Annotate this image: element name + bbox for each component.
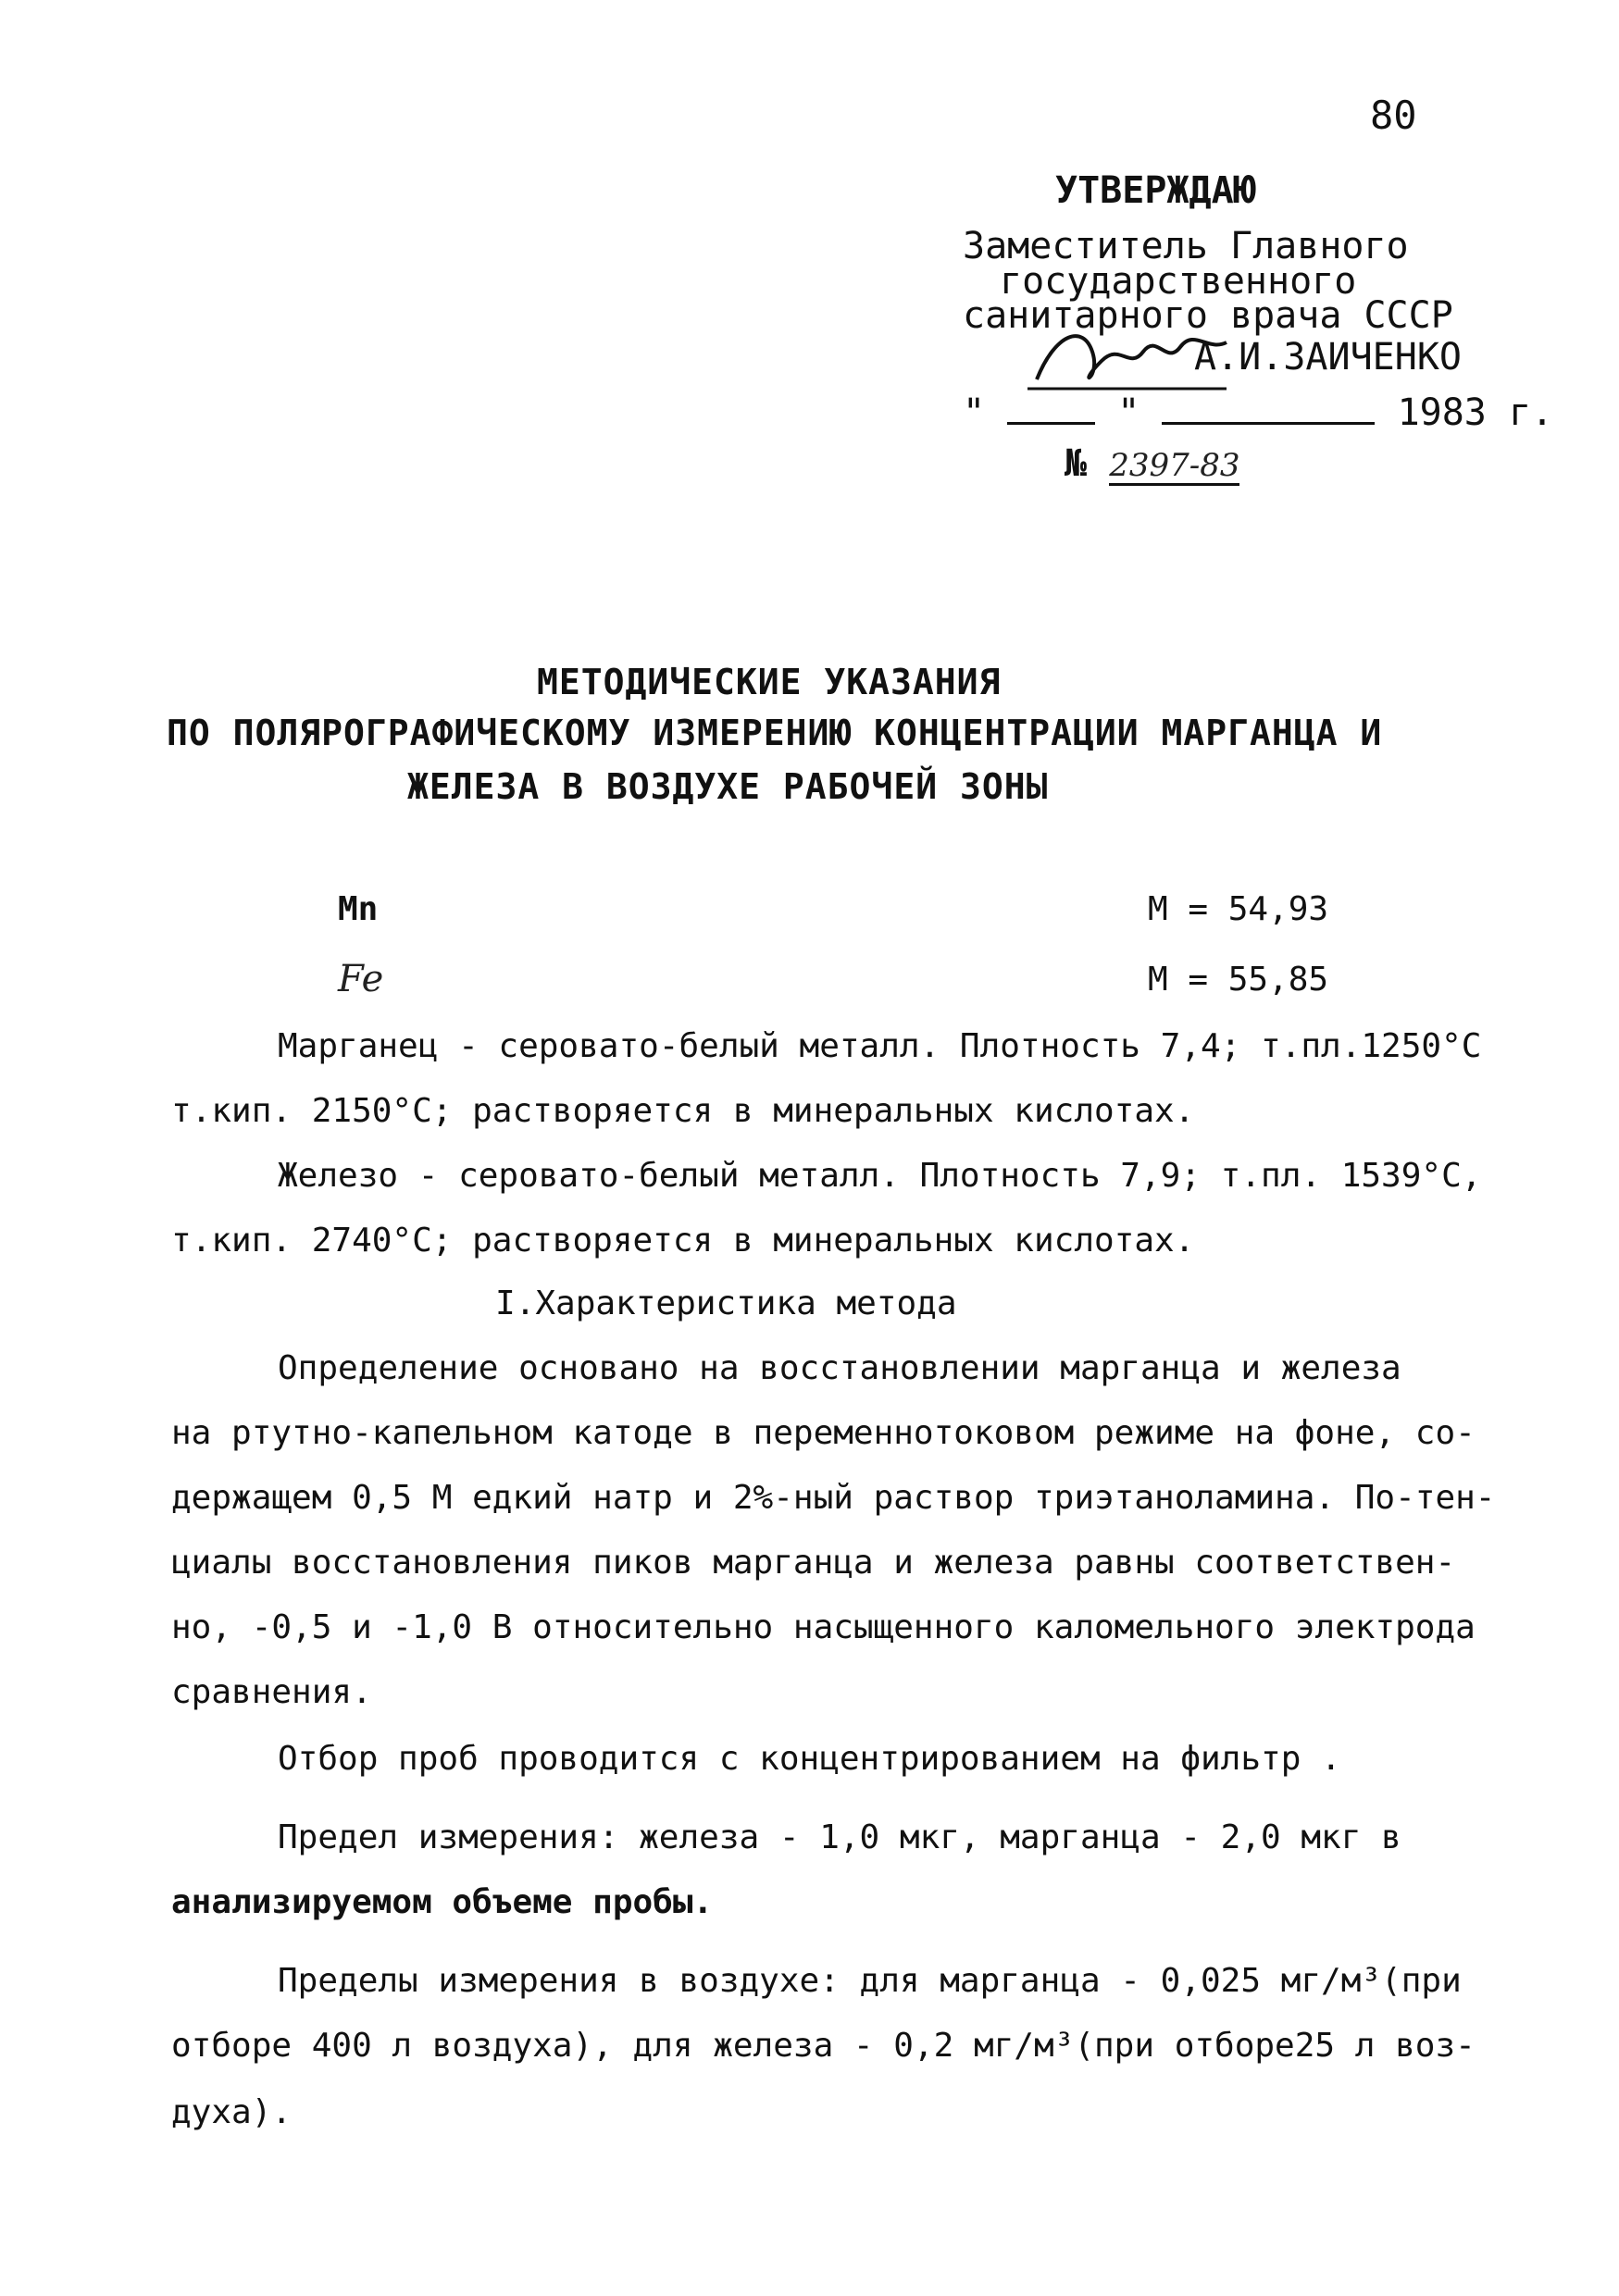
title-line2: ПО ПОЛЯРОГРАФИЧЕСКОМУ ИЗМЕРЕНИЮ КОНЦЕНТРАЦИИ МАРГАНЦА И xyxy=(167,713,1383,753)
limit-paragraph-line1: Предел измерения: железа - 1,0 мкг, марганца - 2,0 мкг в xyxy=(278,1818,1401,1856)
limit-paragraph-line2: анализируемом объеме пробы. xyxy=(171,1883,714,1921)
section-heading-method: I.Характеристика метода xyxy=(495,1285,957,1322)
approval-position-line3: санитарного врача СССР xyxy=(963,294,1453,337)
page-number: 80 xyxy=(1370,93,1417,138)
sampling-paragraph: Отбор проб проводится с концентрированием на фильтр . xyxy=(278,1740,1341,1778)
air-limit-paragraph-line2: отборе 400 л воздуха), для железа - 0,2 мг/м³(при отборе25 л воз- xyxy=(171,2027,1476,2065)
mn-description-line1: Марганец - серовато-белый металл. Плотность 7,4; т.пл.1250°С xyxy=(278,1027,1482,1065)
method-paragraph-line5: но, -0,5 и -1,0 В относительно насыщенного каломельного электрода xyxy=(171,1608,1476,1646)
approval-number: 2397-83 xyxy=(1109,447,1240,484)
method-paragraph-line1: Определение основано на восстановлении марганца и железа xyxy=(278,1349,1401,1387)
method-paragraph-line3: держащем 0,5 М едкий натр и 2%-ный раствор триэтаноламина. По-тен- xyxy=(171,1479,1496,1517)
method-paragraph-line4: циалы восстановления пиков марганца и железа равны соответствен- xyxy=(171,1544,1456,1582)
mass-mn: М = 54,93 xyxy=(1148,890,1329,928)
title-line3: ЖЕЛЕЗА В ВОЗДУХЕ РАБОЧЕЙ ЗОНЫ xyxy=(407,766,1049,807)
number-sign: № xyxy=(1065,442,1088,485)
approval-name: А.И.ЗАИЧЕНКО xyxy=(1194,336,1462,379)
approval-date-month xyxy=(1162,422,1375,425)
air-limit-paragraph-line1: Пределы измерения в воздухе: для марганца - 0,025 мг/м³(при xyxy=(278,1962,1462,2000)
approval-heading: УТВЕРЖДАЮ xyxy=(1055,169,1256,212)
mass-fe: М = 55,85 xyxy=(1148,961,1329,999)
formula-fe: Fe xyxy=(338,958,384,1000)
method-paragraph-line6: сравнения. xyxy=(171,1673,372,1711)
mn-description-line2: т.кип. 2150°С; растворяется в минеральных кислотах. xyxy=(171,1092,1195,1130)
approval-date-year: 1983 г. xyxy=(1397,391,1554,434)
fe-description-line2: т.кип. 2740°С; растворяется в минеральных кислотах. xyxy=(171,1222,1195,1260)
approval-number-line xyxy=(1065,444,1239,486)
approval-position-line1: Заместитель Главного xyxy=(963,225,1409,267)
air-limit-paragraph-line3: духа). xyxy=(171,2093,293,2131)
formula-mn: Mn xyxy=(338,890,379,928)
approval-date-day: " xyxy=(963,391,986,434)
approval-date: " " 1983 г. xyxy=(963,391,1554,434)
fe-description-line1: Железо - серовато-белый металл. Плотность 7,9; т.пл. 1539°С, xyxy=(278,1157,1482,1195)
title-line1: МЕТОДИЧЕСКИЕ УКАЗАНИЯ xyxy=(537,662,1002,702)
approval-position-line2: государственного xyxy=(1000,260,1357,303)
method-paragraph-line2: на ртутно-капельном катоде в переменнотоковом режиме на фоне, со- xyxy=(171,1414,1476,1452)
